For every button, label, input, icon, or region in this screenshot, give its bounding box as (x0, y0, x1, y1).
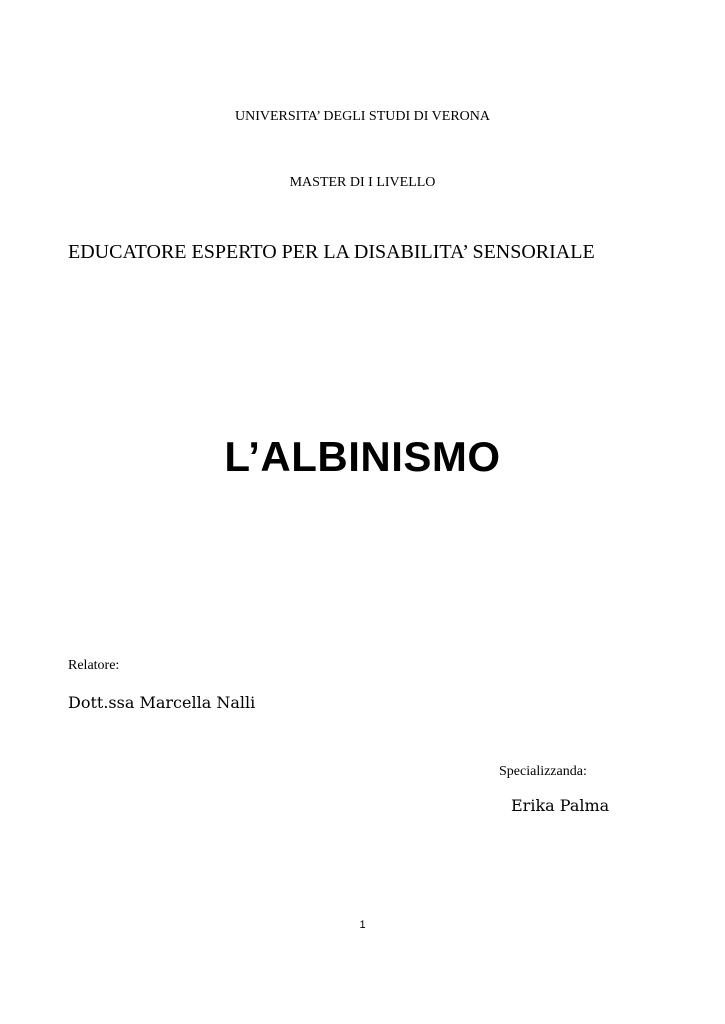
relatore-label: Relatore: (68, 658, 120, 673)
course-title: EDUCATORE ESPERTO PER LA DISABILITA’ SENSORIALE (68, 241, 595, 263)
specializzanda-name: Erika Palma (511, 796, 610, 815)
specializzanda-label: Specializzanda: (499, 764, 587, 779)
thesis-title: L’ALBINISMO (224, 433, 501, 480)
university-name: UNIVERSITA’ DEGLI STUDI DI VERONA (234, 109, 490, 124)
relatore-name: Dott.ssa Marcella Nalli (68, 693, 256, 712)
page-number: 1 (359, 919, 366, 931)
master-level: MASTER DI I LIVELLO (289, 175, 436, 190)
